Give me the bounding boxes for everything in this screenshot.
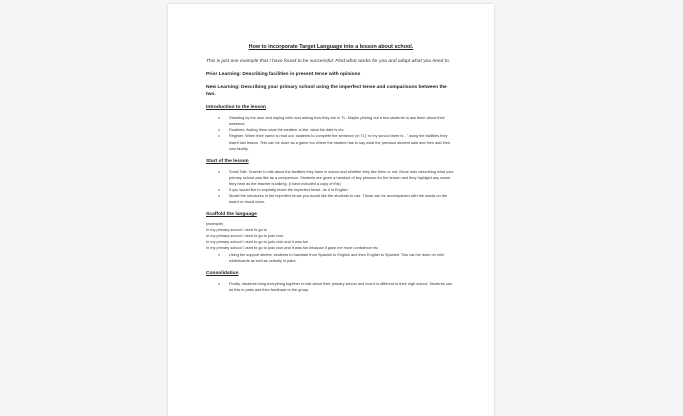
- document-content: [206, 44, 456, 293]
- example-line: In my primary school I used to go to judo club: [206, 234, 284, 239]
- bullet-list: [218, 115, 456, 152]
- list-item: o Model the structures in the imperfect tense you would like the students to use. These can be accompanied with the words on the board or visual clues.: [218, 193, 456, 205]
- section-heading: Consolidation: [206, 271, 239, 277]
- section-scaffold: [206, 211, 456, 264]
- example-line: In my primary school I used to go to: [206, 228, 267, 233]
- section-heading: Introduction to the lesson: [206, 105, 267, 111]
- example-line: In my primary school I used to go to judo club and it was fun: [206, 240, 309, 245]
- document-page: [168, 4, 494, 416]
- list-item: o If you would like to explicitly teach the imperfect tense, do it in English: [218, 187, 456, 193]
- list-item: o Register. When their name is read out, students to complete the sentence (in TL) ‘in my school there is…’ using the facilities they learnt last lesson. This can be done as a game too where the student has to say what the previous student said and then add their own facility.: [218, 133, 456, 151]
- prior-learning: Prior Learning: Describing facilities in present tense with opinions: [206, 72, 361, 78]
- section-heading: Start of the lesson: [206, 158, 249, 164]
- list-item: o Using the support sheets, students to translate from Spanish to English and then English to Spanish. This can be done on mini whiteboards as well as verbally in pairs.: [218, 252, 456, 264]
- list-item: o Routines. Asking them what the weather is like, what the date is etc: [218, 127, 456, 133]
- example-line: In my primary school I used to go to judo club and it was fun because it gave me more confidence etc: [206, 245, 379, 250]
- bullet-list: [218, 281, 456, 293]
- bullet-list: [218, 169, 456, 206]
- list-item: o Small Talk. Teacher to talk about the facilities they have in school and whether they like them or not. Move onto describing what your primary school was like as a comparison. Students are given a handout of key phrases for the lesson and they highlight any words they hear as the teacher is talking. (I have included a copy of this): [218, 169, 456, 187]
- list-item: o Standing by the door and saying hello and asking how they are in TL. Maybe picking out a few students to ask them about their weekend.: [218, 115, 456, 127]
- intro-text: This is just one example that I have found to be successful. Find what works for you and adapt what you need to.: [206, 59, 451, 64]
- new-learning: New Learning: Describing your primary school using the imperfect tense and comparisons between the two.: [206, 85, 447, 98]
- list-item: o Finally, students bring everything together to talk about their primary school and how it is different to their high school. Students can do this in pairs and then feedback to the group.: [218, 281, 456, 293]
- document-title: How to incorporate Target Language into a lesson about school.: [248, 44, 414, 50]
- section-heading: Scaffold the language: [206, 212, 257, 218]
- bullet-list: [218, 252, 456, 264]
- section-introduction: [206, 104, 456, 152]
- section-consolidation: [206, 270, 456, 293]
- example-line: (example): [206, 222, 224, 227]
- section-start: [206, 158, 456, 206]
